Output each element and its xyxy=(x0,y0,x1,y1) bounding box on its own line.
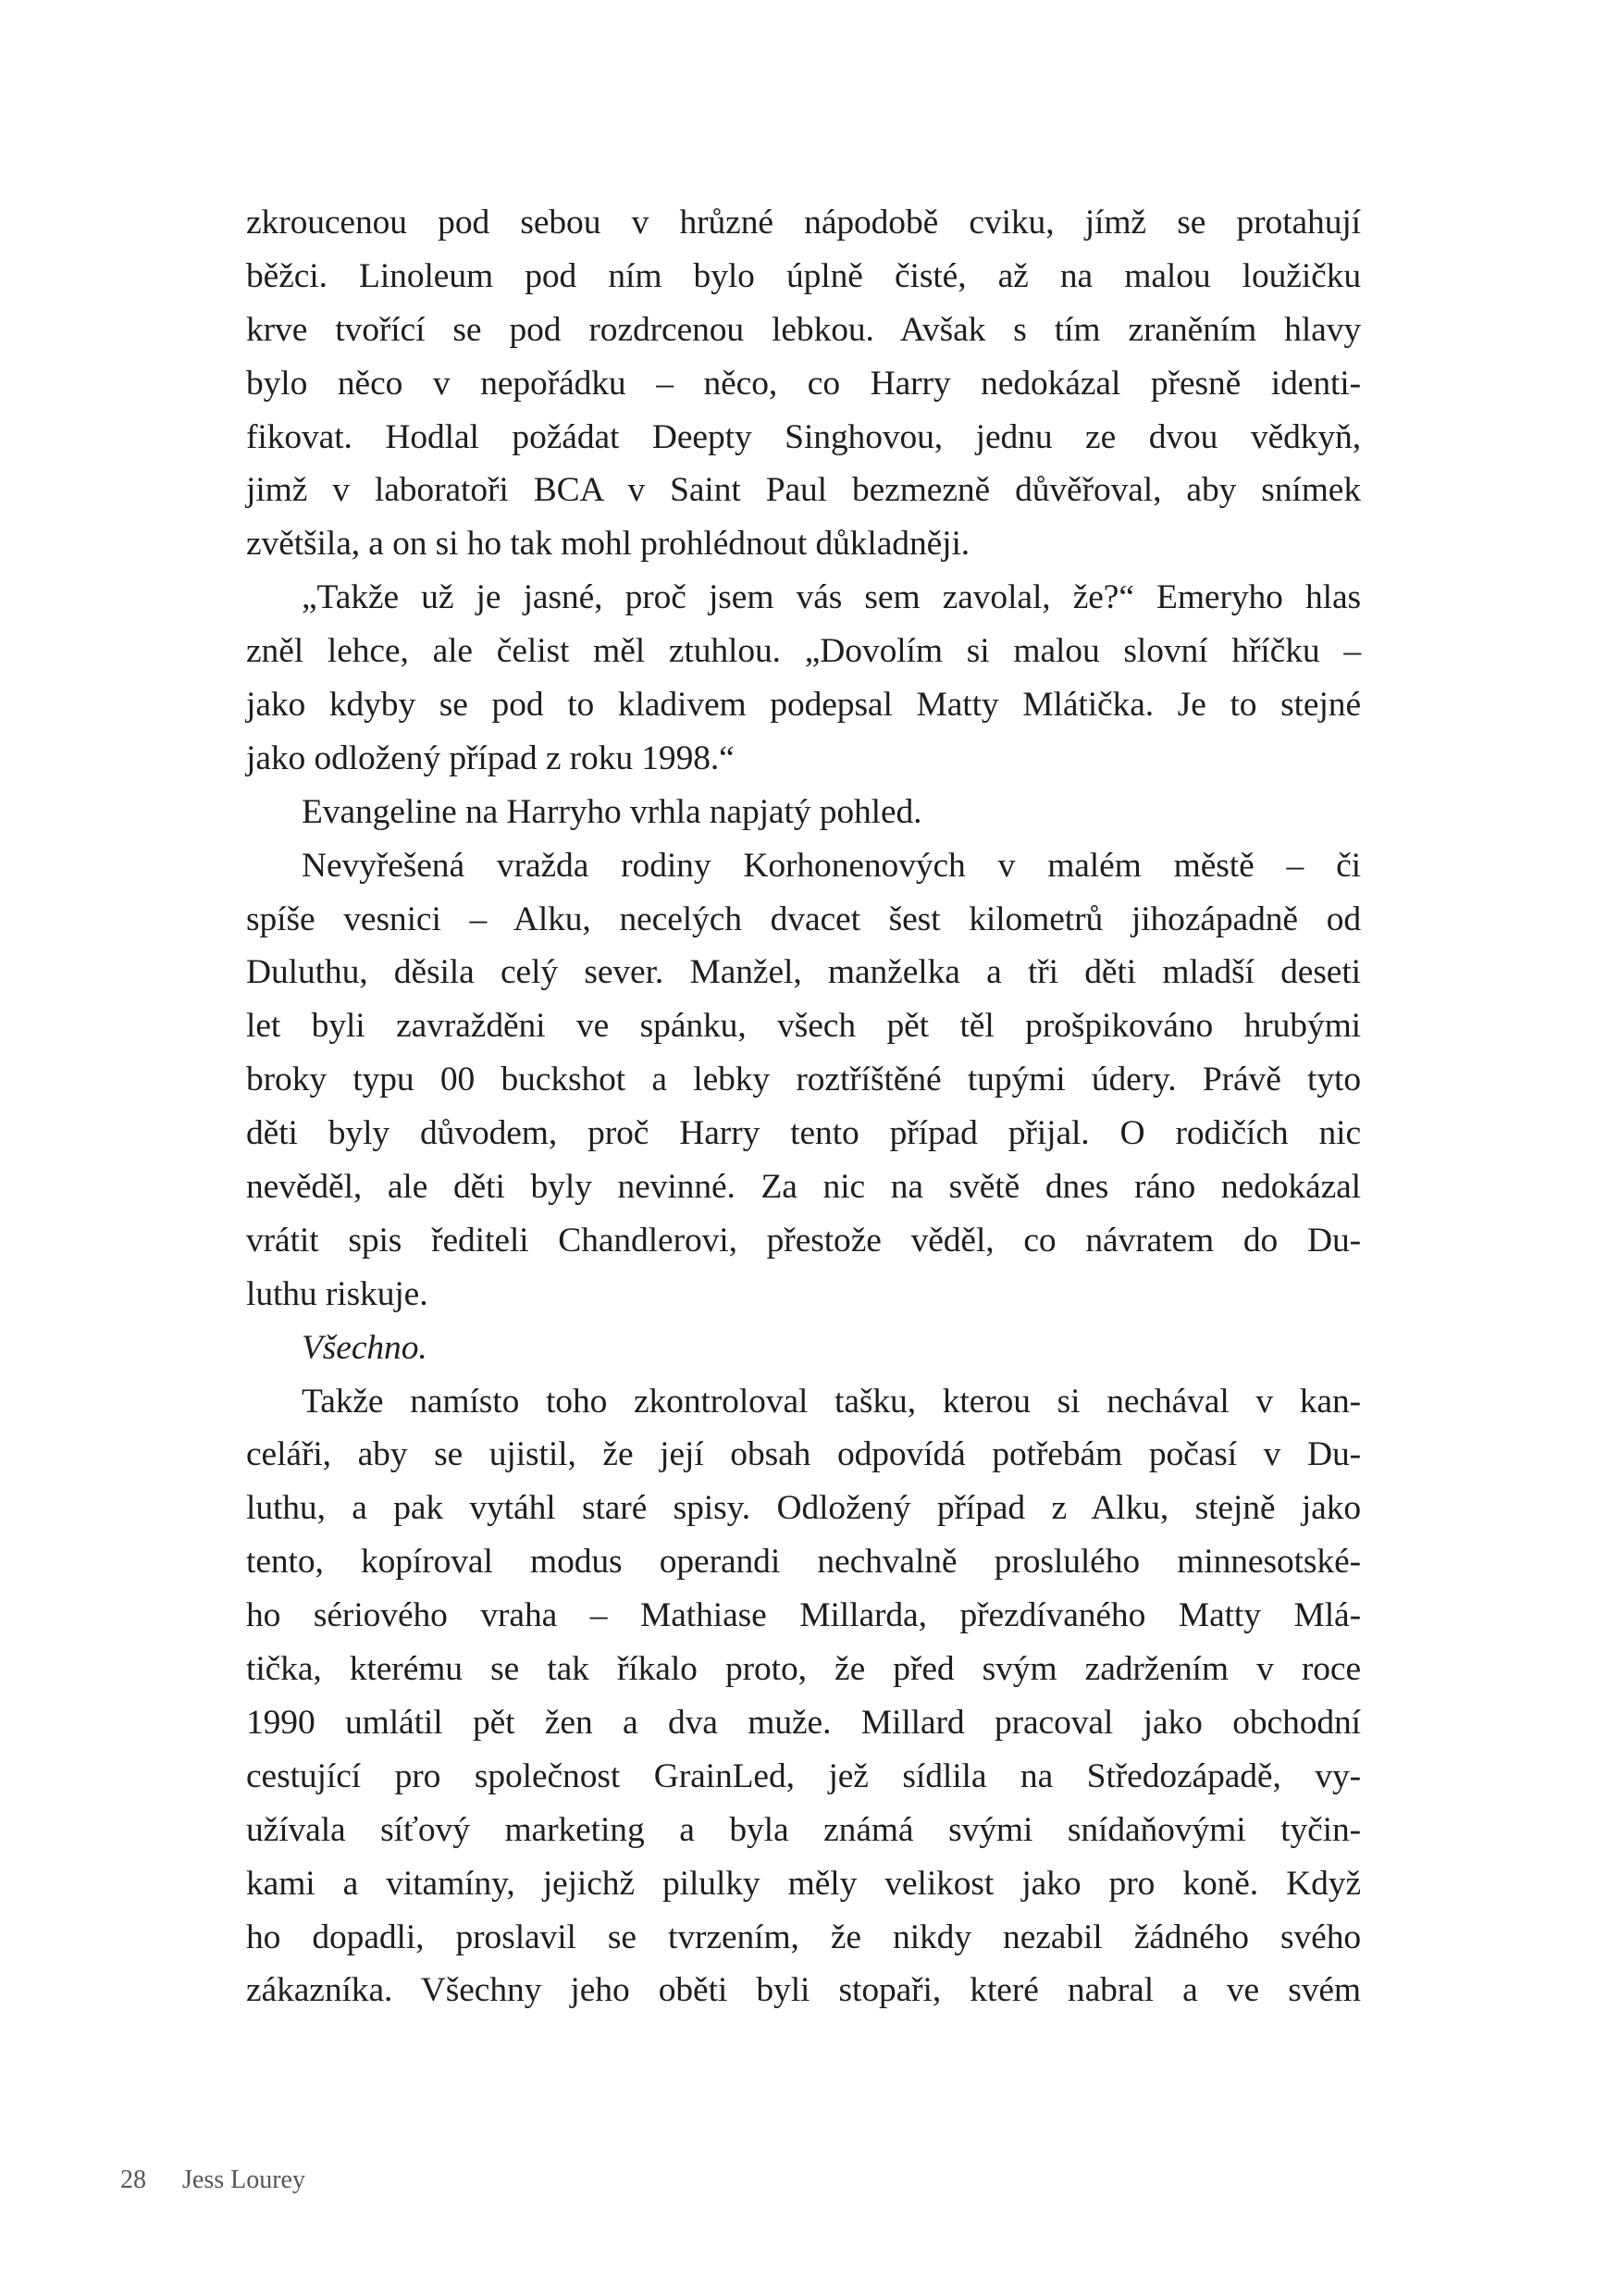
text-line: jako odložený případ z roku 1998.“ xyxy=(246,738,735,777)
page-number: 28 xyxy=(120,2166,146,2194)
text-line: jimž v laboratoři BCA v Saint Paul bezmezně důvěřoval, aby snímek xyxy=(246,471,1361,510)
text-line: děti byly důvodem, proč Harry tento případ přijal. O rodičích nic xyxy=(246,1114,1361,1153)
text-line: fikovat. Hodlal požádat Deepty Singhovou, jednu ze dvou vědkyň, xyxy=(246,417,1361,456)
text-line: vrátit spis řediteli Chandlerovi, přestože věděl, co návratem do Du- xyxy=(246,1221,1361,1260)
text-line: kami a vitamíny, jejichž pilulky měly velikost jako pro koně. Když xyxy=(246,1864,1361,1903)
text-line: zvětšila, a on si ho tak mohl prohlédnout důkladněji. xyxy=(246,525,970,564)
text-line: zkroucenou pod sebou v hrůzné nápodobě cviku, jímž se protahují xyxy=(246,204,1361,242)
body-text xyxy=(246,196,1361,2017)
page-footer xyxy=(120,2166,305,2195)
text-line: broky typu 00 buckshot a lebky roztříštěné tupými údery. Právě tyto xyxy=(246,1061,1361,1099)
text-line: Nevyřešená vražda rodiny Korhonenových v malém městě – či xyxy=(302,846,1361,885)
text-line: „Takže už je jasné, proč jsem vás sem zavolal, že?“ Emeryho hlas xyxy=(302,578,1361,617)
text-line: celáři, aby se ujistil, že její obsah odpovídá potřebám počasí v Du- xyxy=(246,1435,1361,1474)
text-line: spíše vesnici – Alku, necelých dvacet šest kilometrů jihozápadně od xyxy=(246,900,1361,938)
text-line: cestující pro společnost GrainLed, jež sídlila na Středozápadě, vy- xyxy=(246,1756,1361,1795)
text-line: Všechno. xyxy=(302,1328,427,1367)
text-line: bylo něco v nepořádku – něco, co Harry nedokázal přesně identi- xyxy=(246,364,1361,403)
running-footer-author: Jess Lourey xyxy=(182,2166,305,2194)
text-line: tička, kterému se tak říkalo proto, že před svým zadržením v roce xyxy=(246,1650,1361,1689)
text-line: užívala síťový marketing a byla známá svými snídaňovými tyčin- xyxy=(246,1810,1361,1849)
text-line: tento, kopíroval modus operandi nechvalně proslulého minnesotské- xyxy=(246,1543,1361,1582)
text-line: krve tvořící se pod rozdrcenou lebkou. Avšak s tím zraněním hlavy xyxy=(246,310,1361,349)
text-line: let byli zavražděni ve spánku, všech pět těl prošpikováno hrubými xyxy=(246,1007,1361,1046)
text-line: luthu, a pak vytáhl staré spisy. Odložený případ z Alku, stejně jako xyxy=(246,1489,1361,1528)
text-line: ho sériového vraha – Mathiase Millarda, přezdívaného Matty Mlá- xyxy=(246,1596,1361,1635)
text-line: 1990 umlátil pět žen a dva muže. Millard pracoval jako obchodní xyxy=(246,1703,1361,1742)
text-line: jako kdyby se pod to kladivem podepsal Matty Mlátička. Je to stejné xyxy=(246,686,1361,725)
text-line: Takže namísto toho zkontroloval tašku, kterou si nechával v kan- xyxy=(302,1382,1361,1421)
text-line: ho dopadli, proslavil se tvrzením, že nikdy nezabil žádného svého xyxy=(246,1917,1361,1956)
text-line: zněl lehce, ale čelist měl ztuhlou. „Dovolím si malou slovní hříčku – xyxy=(246,632,1361,671)
text-line: nevěděl, ale děti byly nevinné. Za nic na světě dnes ráno nedokázal xyxy=(246,1168,1361,1207)
text-line: Evangeline na Harryho vrhla napjatý pohled. xyxy=(302,792,922,831)
text-line: Duluthu, děsila celý sever. Manžel, manželka a tři děti mladší deseti xyxy=(246,953,1361,992)
text-line: zákazníka. Všechny jeho oběti byli stopaři, které nabral a ve svém xyxy=(246,1971,1361,2010)
text-line: luthu riskuje. xyxy=(246,1274,428,1313)
text-line: běžci. Linoleum pod ním bylo úplně čisté, až na malou loužičku xyxy=(246,256,1361,295)
